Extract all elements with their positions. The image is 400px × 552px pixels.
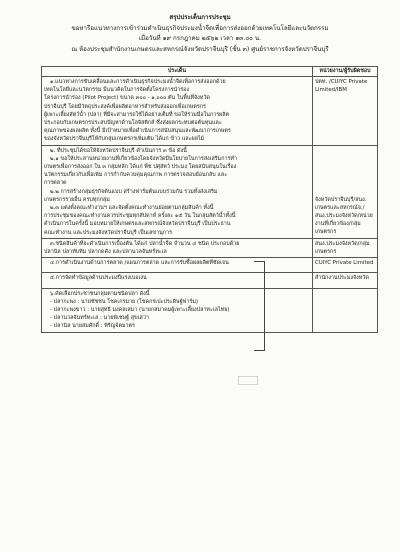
row1-line: ๑.แนวทางการขับเคลื่อนและการดำเนินธุรกิจประมงน้ำจืดเพื่อการส่งออกด้วย [50,79,226,85]
row1-agency: ปตท. /CUIYC Private Limited/IBM [313,77,378,146]
row2-intro: ๒. ที่ประชุมได้ขอให้จังหวัดปราจีนบุรี ดำเนินการ ๓ ข้อ ดังนี้ [50,147,187,154]
row1-line: คุณภาพของผลผลิต ทั้งนี้ มีเป้าหมายเพื่อดำเนินการสนับสนุนและพัฒนาการเกษตร [44,128,231,135]
row4-text: ๔.การดำเนินงานด้านการตลาด /แผนการตลาด และการรับซื้อผลผลิตที่ชัดเจน [50,260,229,267]
row6-agency [313,288,378,332]
row2-line: ๒.๓ แต่งตั้งคณะทำงานฯ และจัดตั้งคณะทำงานย่อยตามกลุ่มสินค้า ทั้งนี้ [50,205,214,212]
row6-intro: ๖.คัดเลือกประชาชนกลุ่มตามชนิดปลา ดังนี้ [50,290,150,297]
row6-line: - ปลานวลจันทร์ทะเล : นายพิเชษฐ์ สุขเสว่า [50,315,149,322]
row3-agency: สนง.ประมงจังหวัด/กลุ่มเกษตรกร [313,238,378,257]
doc-date: เมื่อวันที่ ๑๙ กรกฎาคม ๒๕๖๒ เวลา ๑๓.๐๐ น. [138,35,262,42]
table-row [42,273,378,288]
doc-title: สรุปประเด็นการประชุม [169,14,231,21]
table-row [42,145,378,238]
row1-line: เทคโนโลยีและนวัตกรรม มีแนวคิดในการจัดตั้งโครงการนำร่อง [44,87,189,94]
bracket-mark [254,261,265,351]
row2-line: คณะทำงาน และประมงจังหวัดปราจีนบุรี เป็นเลขานุการ [44,229,172,236]
row5-text: ๕.การจัดทำข้อมูลด้านประมงปีแรงเบอเงน [50,275,147,282]
doc-venue: ณ ห้องประชุมสำนักงานเกษตรและสหกรณ์จังหวัดปราจีนบุรี (ชั้น ๓) ศูนย์ราชการจังหวัดปราจีนบุรี [71,46,329,53]
doc-subtitle: ขอหารือแนวทางการเข้าร่วมดำเนินธุรกิจประมงน้ำจืดเพื่อการส่งออกด้วยเทคโนโลยีและนวัตกรรม [71,25,329,32]
row1-line: ผู้เพาะเลี้ยงสัตว์น้ำ (ปลา) ที่มีจะสามารถใช้ได้อย่างเต็มที่ ขอให้ร่วมมือในการผลิต [44,111,230,118]
table-row [42,238,378,257]
row3-line: ปลานิล ปลาทับทิม ปลากดคัง และปลานวลจันทร์ทะเล [44,249,167,256]
col-header-issue: ประเด็น [42,67,313,77]
row6-line: - ปลากะพง : นายชัชชน โชคเกรมาย (โชคกรเปะประดิษฐ์ฟาร์ม) [50,298,199,305]
row6-line: - ปลากะพงขาว : นายสุทธิ มงคลเสมา (นายกสมาคมผู้เพาะเลี้ยงปลาทะเลไทย) [50,307,230,314]
row2-line: ๒.๒ การสร้างกลุ่มธุรกิจต้นแบบ สร้างฟาร์มต้นแบบร่วมกัน รวมทั้งส่งเสริม [50,188,218,195]
meeting-table [41,66,378,333]
row2-line: การประชุมของคณะทำงานควรประชุมทุกสัปดาห์ ครั้งละ ๑๕ วัน ในกลุ่มสัตว์น้ำทั้งนี้ [44,213,236,220]
table-row [42,77,378,146]
row4-agency: CUIYC Private Limited [313,258,378,273]
row1-line: ประกอบกับเกษตรกรประสบปัญหาด้านโลจิสติกส์ ซึ่งส่งผลกระทบต่อต้นทุนและ [44,120,222,127]
row1-line: ปราจีนบุรี โดยมีวัตถุประสงค์เพื่อผลิตอาหารสำหรับส่งออกเพื่อเกษตรกร [44,103,206,110]
table-row [42,288,378,332]
row2-line: การตลาด [44,180,67,187]
col-header-agency: หน่วยงาน/ผู้รับผิดชอบ [313,67,378,77]
row1-line: ของจังหวัดปราจีนบุรีให้กับกลุ่มเกษตรกรเพิ่มเติม ได้แก่ ข้าว และผลไม้ [44,136,205,143]
row2-line: เกษตรกรรายอื่น ครบทุกกลุ่ม [44,196,110,203]
row2-line: เกษตรเพื่อการส่งออก ใน ๓ กลุ่มหลัก ได้แก่ พืช ปศุสัตว์ ประมง โดยสนับสนุนในเรื่อง [44,164,237,171]
row5-agency: สำนักงานประมงจังหวัด [313,273,378,288]
row2-line: ๒.๑ ขอให้ประสานหน่วยงานที่เกี่ยวข้องโดยจังหวัดมีนโยบายในการส่งเสริมการทำ [50,155,237,162]
row6-line: - ปลานิล นายสมศักดิ์ : พิริญจ์ตมาตร [50,323,135,330]
row2-line: นวัตกรรมเกี่ยวกับเพื่อเพิ่ม การกำกับควบคุมคุณภาพ การตรวจสอบย้อนกลับ และ [44,172,228,179]
faint-stamp [238,376,258,385]
row2-agency: จังหวัดปราจีนบุรี/สนง. เกษตรและสหกรณ์จ./สนง.ประมงจังหวัด/หน่วยงานที่เกี่ยวข้อง/กลุ่มเกษตรกร [313,145,378,238]
table-row [42,258,378,273]
row1-line: โครงการนำร่อง (Pilot Project) ขนาด ๓๐๐ - ๑,๐๐๐ ตัน ในพื้นที่จังหวัด [44,95,210,102]
row3-line: ๓.ชนิดสินค้าที่จะดำเนินการเบื้องต้น ได้แก่ ปลาน้ำจืด จำนวน ๔ ชนิด ประกอบด้วย [50,240,240,247]
row2-line: ดำเนินการในครั้งนี้ มอบหมายให้เกษตรและสหกรณ์จังหวัดปราจีนบุรี เป็นประธาน [44,221,231,228]
table-header-row [42,67,378,77]
